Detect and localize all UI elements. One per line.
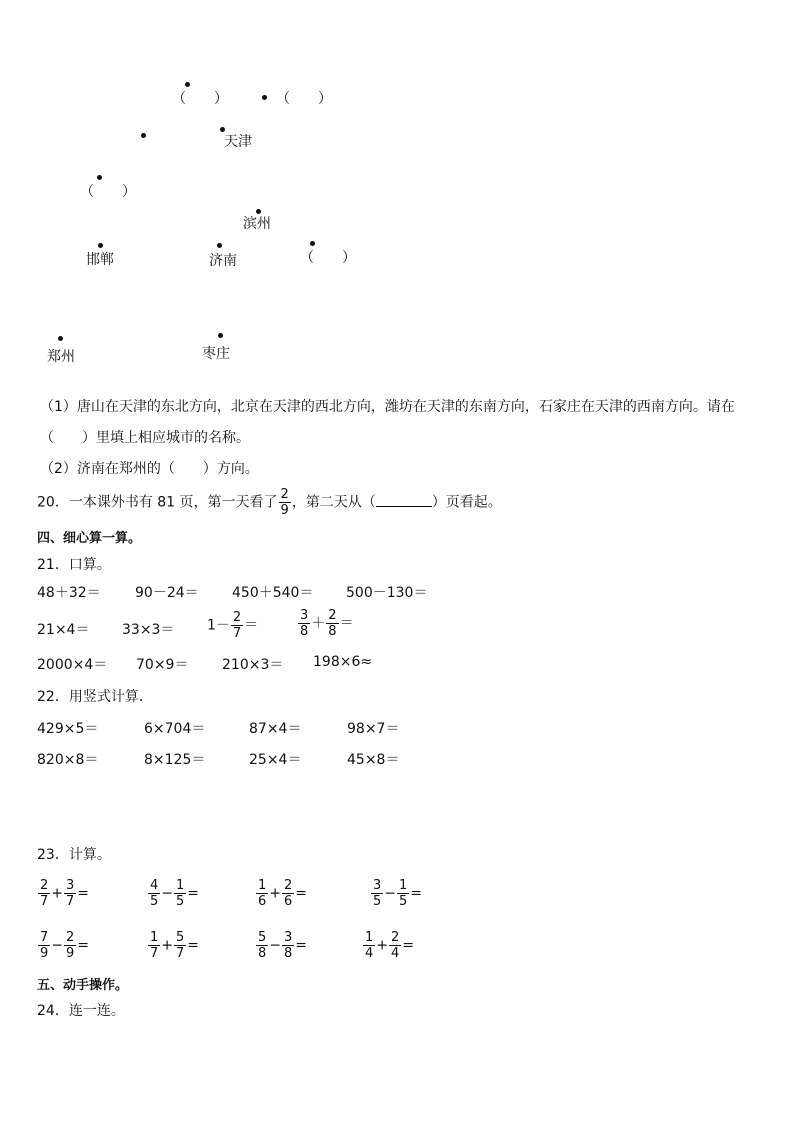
map-point-zaozhuang: [218, 333, 223, 338]
map-point-top-right: [262, 95, 267, 100]
q22-r2-1: 820×8＝: [37, 752, 99, 768]
q23-item-1: $\frac{2}{7}$ + $\frac{3}{7}$ =: [40, 878, 90, 909]
q22-r1-3: 87×4＝: [249, 721, 302, 737]
map-point-top: [185, 82, 190, 87]
map-point-jinan: [217, 243, 222, 248]
map-point-handan: [98, 243, 103, 248]
q20-answer-blank: [376, 494, 432, 507]
city-label-zhengzhou: 郑州: [47, 349, 75, 365]
q23-item-3: $\frac{1}{6}$ + $\frac{2}{6}$ =: [258, 878, 308, 909]
q20-text-mid: ，第二天从（: [291, 494, 376, 511]
q21-r3-2: 70×9＝: [136, 657, 189, 673]
q23-title: 23．计算。: [37, 847, 111, 863]
q21-r1-1: 48＋32＝: [37, 585, 101, 601]
q23-item-5: $\frac{7}{9}$ − $\frac{2}{9}$ =: [40, 930, 90, 961]
q22-r1-4: 98×7＝: [347, 721, 400, 737]
q20-text-post: ）页看起。: [431, 494, 502, 511]
blank-paren-1: （ ）: [172, 91, 228, 107]
q22-r1-2: 6×704＝: [144, 721, 206, 737]
q21-r3-1: 2000×4＝: [37, 657, 108, 673]
city-label-jinan: 济南: [209, 253, 237, 269]
map-point-right: [310, 241, 315, 246]
section-4-heading: 四、细心算一算。: [37, 531, 142, 546]
q22-title: 22．用竖式计算．: [37, 689, 153, 705]
map-point-left: [141, 133, 146, 138]
blank-paren-2: （ ）: [276, 91, 332, 107]
q21-r2-3: 1－ $\frac{2}{7}$ ＝: [207, 610, 259, 641]
section-5-heading: 五、动手操作。: [37, 978, 129, 993]
q19-part2: （2）济南在郑州的（ ）方向。: [40, 461, 259, 477]
q20: [37, 487, 502, 518]
q19-part1-line2: （ ）里填上相应城市的名称。: [40, 430, 250, 446]
blank-paren-4: （ ）: [300, 250, 356, 266]
city-label-handan: 邯郸: [86, 252, 114, 268]
q23-item-4: $\frac{3}{5}$ − $\frac{1}{5}$ =: [373, 878, 423, 909]
city-label-zaozhuang: 枣庄: [202, 346, 230, 362]
city-label-tianjin: 天津: [224, 134, 252, 150]
q21-r1-2: 90－24＝: [135, 585, 199, 601]
q24-title: 24．连一连。: [37, 1003, 125, 1019]
blank-paren-3: （ ）: [80, 184, 136, 200]
q23-item-2: $\frac{4}{5}$ − $\frac{1}{5}$ =: [150, 878, 200, 909]
q21-r3-3: 210×3＝: [222, 657, 284, 673]
q22-r2-4: 45×8＝: [347, 752, 400, 768]
q21-r3-4: 198×6≈: [313, 654, 373, 670]
q21-r1-3: 450＋540＝: [232, 585, 314, 601]
q22-r2-3: 25×4＝: [249, 752, 302, 768]
q22-r1-1: 429×5＝: [37, 721, 99, 737]
q21-r2-1: 21×4＝: [37, 622, 90, 638]
q23-item-6: $\frac{1}{7}$ + $\frac{5}{7}$ =: [150, 930, 200, 961]
q21-r2-2: 33×3＝: [122, 622, 175, 638]
q21-r2-4: $\frac{3}{8}$ ＋ $\frac{2}{8}$ ＝: [300, 608, 354, 639]
q23-item-8: $\frac{1}{4}$ + $\frac{2}{4}$ =: [365, 930, 415, 961]
q21-title: 21．口算。: [37, 557, 111, 573]
q19-part1-line1: （1）唐山在天津的东北方向，北京在天津的西北方向，潍坊在天津的东南方向，石家庄在天津的西南方向。请在: [40, 399, 735, 415]
q22-r2-2: 8×125＝: [144, 752, 206, 768]
q20-text-pre: 20．一本课外书有 81 页，第一天看了: [37, 494, 278, 511]
city-label-binzhou: 滨州: [243, 216, 271, 232]
map-point-lower-left: [97, 175, 102, 180]
q23-item-7: $\frac{5}{8}$ − $\frac{3}{8}$ =: [258, 930, 308, 961]
q21-r1-4: 500－130＝: [346, 585, 428, 601]
map-point-zhengzhou: [58, 336, 63, 341]
q20-fraction: $\frac{2}{9}$: [280, 487, 289, 518]
